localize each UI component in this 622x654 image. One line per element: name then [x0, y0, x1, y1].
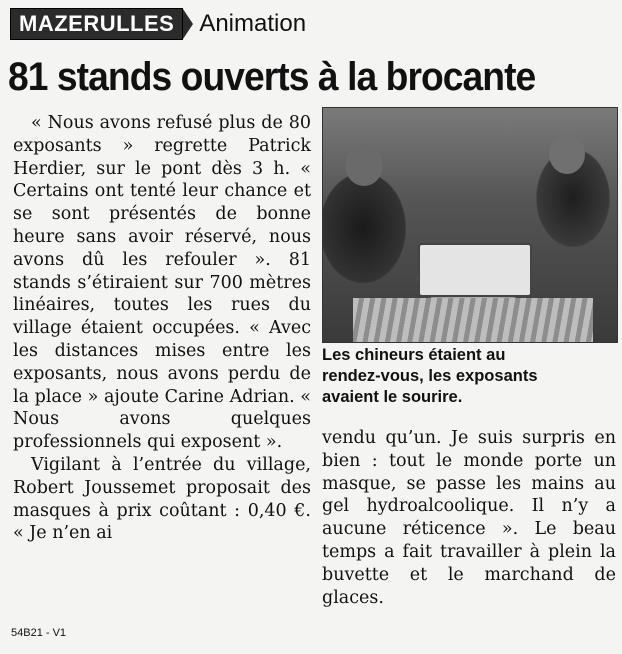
photo-person-right: [549, 134, 585, 174]
article-paragraph: vendu qu’un. Je suis surpris en bien : tout le monde porte un masque, se passe les mains au gel hydroalcoolique. Il n’y a aucune réticence ». Le beau temps a fait travailler à plein la buvette et le marchand de glaces.: [322, 428, 616, 608]
article-paragraph: « Nous avons refusé plus de 80 exposants » regrette Patrick Herdier, sur le pont dès 3 h. « Certains ont tenté leur chance et se sont présentés de bonne heure sans avoir réservé, nous avons dû les refouler ». 81 stands s’étiraient sur 700 mètres linéaires, toutes les rues du village étaient occupées. « Avec les distances mises entre les exposants, nous avons perdu de la place » ajoute Carine Adrian. « Nous avons quelques professionnels qui exposent ».: [13, 113, 311, 453]
photo-table: [353, 298, 593, 342]
tag-arrow-icon: [183, 9, 193, 39]
page-code: 54B21 - V1: [11, 627, 67, 639]
article-paragraph: Vigilant à l’entrée du village, Robert Joussemet proposait des masques à prix coûtant : 0,40 €. « Je n’en ai: [13, 454, 311, 544]
caption-line: Les chineurs étaient au: [322, 346, 506, 364]
photo-crate: [418, 243, 532, 297]
rubric-label: Animation: [199, 10, 307, 37]
article-column-left: [13, 112, 311, 545]
article-headline: 81 stands ouverts à la brocante: [8, 55, 536, 99]
article-photo: [322, 107, 618, 343]
photo-caption: [322, 345, 618, 408]
section-header: [10, 9, 306, 39]
caption-line: avaient le sourire.: [322, 388, 463, 406]
article-column-right: [322, 427, 616, 609]
caption-line: rendez-vous, les exposants: [322, 367, 538, 385]
location-tag: MAZERULLES: [10, 8, 183, 40]
photo-person-left: [345, 144, 383, 186]
